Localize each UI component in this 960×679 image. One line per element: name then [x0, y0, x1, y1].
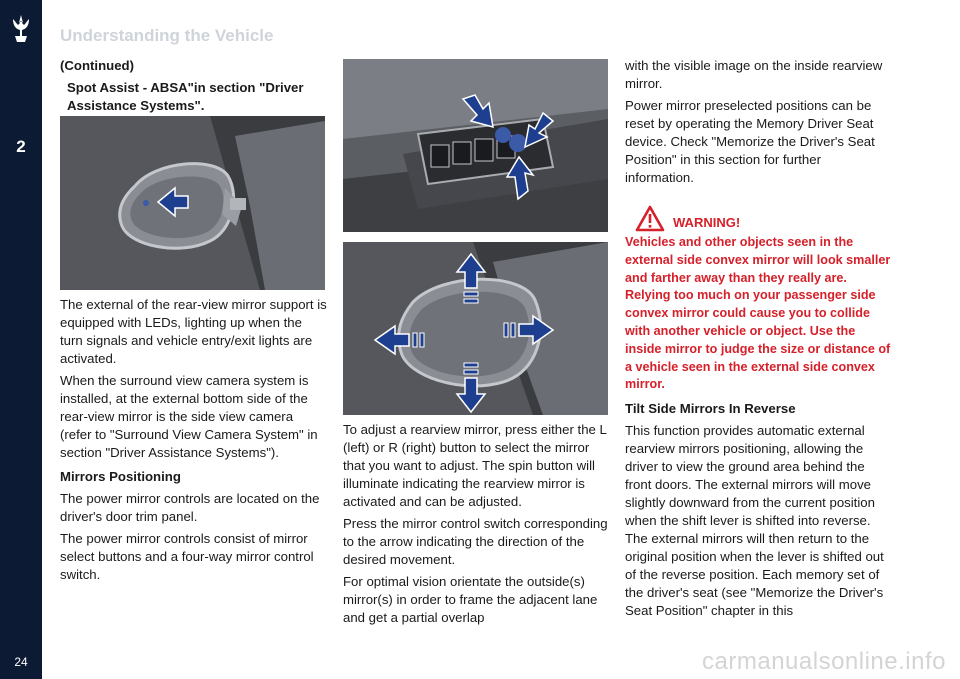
column-3 [625, 57, 893, 624]
page-number: 24 [14, 655, 28, 669]
warning-title: WARNING! [673, 215, 741, 230]
figure-exterior-mirror [60, 116, 325, 290]
mirrors-positioning-heading: Mirrors Positioning [60, 469, 181, 484]
figure-mirror-directions [343, 242, 608, 415]
continued-label: (Continued) [60, 58, 134, 73]
camera-paragraph: When the surround view camera system is installed, at the external bottom side of the rear-view mirror is the side view camera (refer to "Surround View Camera System" in section "Driver Assistance Systems"). [60, 373, 318, 460]
watermark: carmanualsonline.info [702, 648, 946, 675]
controls-location-paragraph: The power mirror controls are located on the driver's door trim panel. [60, 491, 320, 524]
tilt-function-paragraph: This function provides automatic external rearview mirrors positioning, allowing the driver to view the ground area behind the front doors. The external mirrors will move slightly downward from the current position when the shift lever is shifted into reverse. The external mirrors will then return to the original position when the lever is shifted out of the reverse position. Each memory set of the driver's seat (see "Memorize the Driver's Seat Position" chapter in this [625, 423, 884, 619]
adjust-mirror-paragraph: To adjust a rearview mirror, press either the L (left) or R (right) button to select the mirror that you want to adjust. The spin button will illuminate indicating the rearview mirror is activated and can be adjusted. [343, 422, 607, 509]
warning-header [635, 205, 893, 232]
warning-triangle-icon [635, 205, 665, 232]
section-title: Understanding the Vehicle [60, 26, 274, 45]
continued-text: Spot Assist - ABSA"in section "Driver Assistance Systems". [67, 80, 304, 113]
trident-logo-icon [9, 14, 33, 44]
tilt-mirrors-heading: Tilt Side Mirrors In Reverse [625, 401, 796, 417]
column-1-body [60, 296, 328, 588]
column-1 [60, 57, 328, 119]
press-switch-paragraph: Press the mirror control switch corresponding to the arrow indicating the direction of the desired movement. [343, 516, 608, 567]
visible-image-paragraph: with the visible image on the inside rearview mirror. [625, 58, 883, 91]
sidebar [0, 0, 42, 679]
controls-description-paragraph: The power mirror controls consist of mirror select buttons and a four-way mirror control switch. [60, 531, 314, 582]
column-2 [343, 421, 608, 631]
preselected-positions-paragraph: Power mirror preselected positions can be reset by operating the Memory Driver Seat device. Check "Memorize the Driver's Seat Position" in this section for further information. [625, 98, 875, 185]
optimal-vision-paragraph: For optimal vision orientate the outside(s) mirror(s) in order to frame the adjacent lane and get a partial overlap [343, 574, 598, 625]
led-paragraph: The external of the rear-view mirror support is equipped with LEDs, lighting up when the turn signals and vehicle entry/exit lights are activated. [60, 297, 327, 366]
warning-text: Vehicles and other objects seen in the external side convex mirror will look smaller and farther away than they really are. Relying too much on your passenger side convex mirror could cause you to collide with another vehicle or object. Use the inside mirror to judge the size or distance of a vehicle seen in the external side convex mirror. [625, 235, 891, 392]
figure-door-switch-panel [343, 59, 608, 232]
chapter-number: 2 [16, 137, 26, 156]
